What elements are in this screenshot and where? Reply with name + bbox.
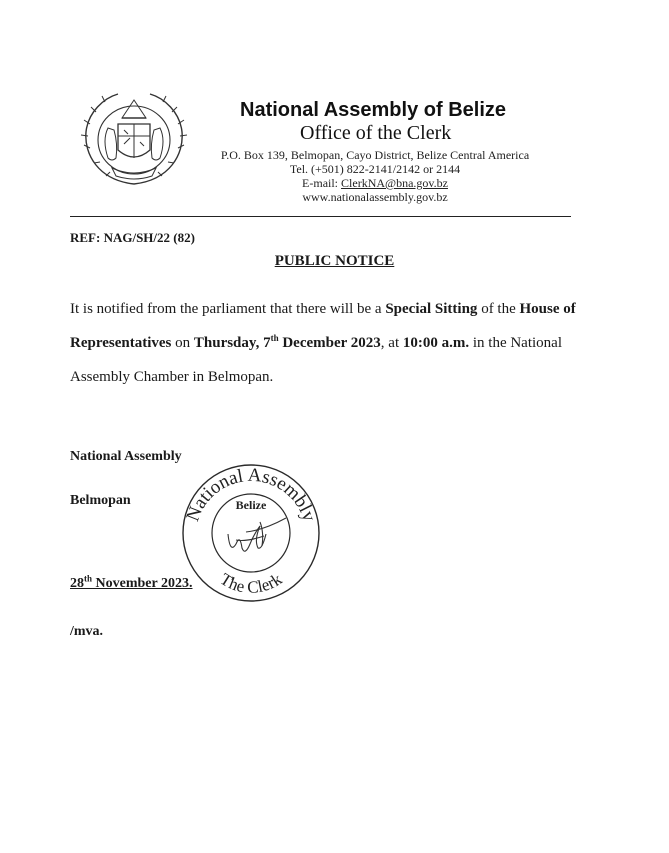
website[interactable]: www.nationalassembly.gov.bz [302, 190, 448, 204]
notice-body [70, 292, 575, 394]
institution-name: National Assembly of Belize [240, 99, 506, 121]
sitting-time: 10:00 a.m. [402, 335, 470, 351]
body-line-2: Representatives on Thursday, 7th December 2023, at 10:00 a.m. in the National [70, 333, 563, 351]
seal-center-text: Belize [235, 498, 267, 512]
signature-date: 28th November 2023. [70, 573, 193, 591]
office-name: Office of the Clerk [300, 122, 452, 144]
special-sitting: Special Sitting [385, 301, 478, 317]
email-line [200, 176, 550, 191]
coat-of-arms-emblem [78, 88, 190, 188]
handwritten-signature [228, 518, 286, 551]
typist-initials: /mva. [70, 624, 104, 639]
signature-org: National Assembly [70, 449, 182, 464]
seal-bottom-text: The Clerk [216, 569, 286, 597]
body-line-3: Assembly Chamber in Belmopan. [70, 369, 274, 385]
body-line-1: It is notified from the parliament that there will be a Special Sitting of the House of [70, 301, 576, 317]
email-link[interactable]: ClerkNA@bna.gov.bz [341, 176, 448, 190]
notice-title: PUBLIC NOTICE [274, 253, 395, 269]
clerk-seal-stamp [180, 462, 322, 604]
postal-address: P.O. Box 139, Belmopan, Cayo District, Belize Central America [220, 148, 530, 162]
reference-number: REF: NAG/SH/22 (82) [70, 230, 195, 245]
telephone: Tel. (+501) 822-2141/2142 or 2144 [289, 162, 461, 176]
header-divider [70, 216, 571, 217]
email-label: E-mail: [302, 176, 342, 190]
seal-top-text: National Assembly [182, 464, 320, 525]
signature-city: Belmopan [70, 493, 131, 508]
sitting-date: Thursday, 7th December 2023 [193, 333, 381, 351]
